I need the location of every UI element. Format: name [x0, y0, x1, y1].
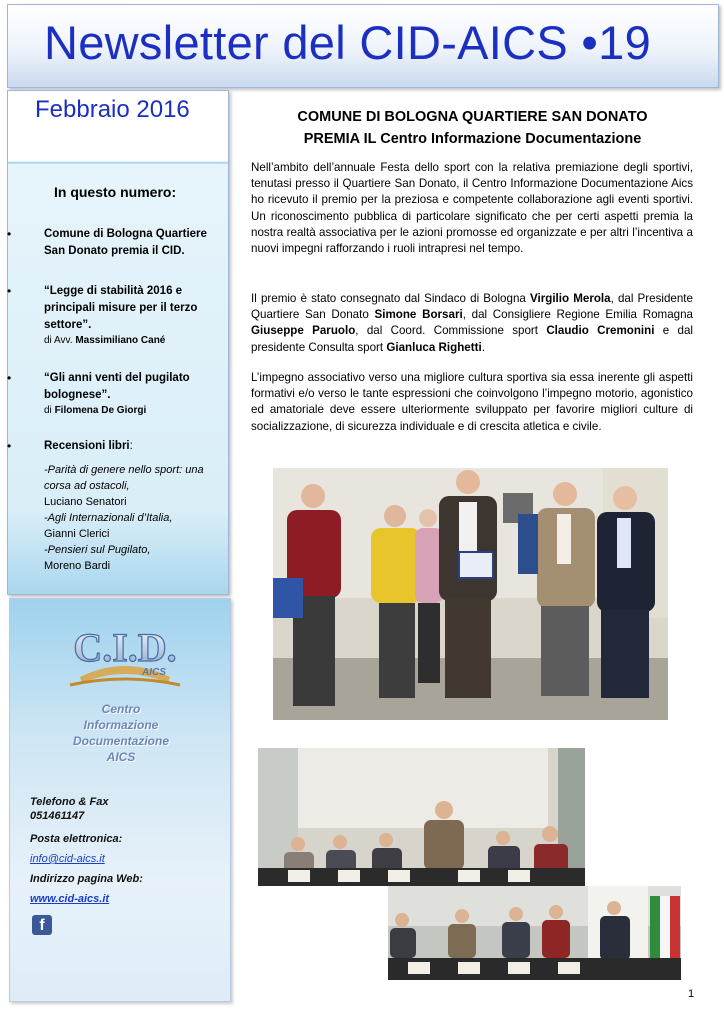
- review-list: [8, 462, 230, 574]
- review-item: -Pensieri sul Pugilato, Moreno Bardi: [44, 544, 151, 572]
- toc-item: • “Gli anni venti del pugilato bolognese”. di Filomena De Giorgi: [8, 370, 230, 418]
- toc-item: • Recensioni libri:: [7, 439, 133, 453]
- website-link[interactable]: www.cid-aics.it: [30, 893, 110, 905]
- toc-item: • Comune di Bologna Quartiere San Donato premia il CID.: [7, 227, 207, 257]
- svg-text:C.I.D.: C.I.D.: [73, 625, 177, 670]
- facebook-icon[interactable]: f: [32, 915, 52, 935]
- article-title: COMUNE DI BOLOGNA QUARTIERE SAN DONATO PREMIA IL Centro Informazione Documentazione: [297, 109, 648, 147]
- svg-text:AICS: AICS: [142, 667, 166, 678]
- article-paragraph: Il premio è stato consegnato dal Sindaco di Bologna Virgilio Merola, dal Presidente Quartiere San Donato Simone Borsari, dal Consigliere Regione Emilia Romagna Giuseppe Paruolo, dal Coord. Commissione sport Claudio Cremonini e dal presidente Consulta sport Gianluca Righetti.: [251, 292, 693, 354]
- toc-author: di Avv. Massimiliano Cané: [44, 335, 166, 346]
- toc-author: di Filomena De Giorgi: [44, 405, 147, 416]
- review-item: -Parità di genere nello sport: una corsa ad ostacoli, Luciano Senatori: [44, 464, 204, 508]
- cid-logo: [50, 615, 200, 695]
- cid-subtitle: Centro Informazione Documentazione AICS: [72, 702, 169, 764]
- issue-date: Febbraio 2016: [35, 96, 190, 123]
- newsletter-header: [7, 4, 719, 88]
- toc-list: [8, 226, 230, 574]
- conference-photo-2: [388, 886, 681, 980]
- contact-info: Telefono & Fax 051461147 Posta elettronica: info@cid-aics.it Indirizzo pagina Web: www.cid-aics.it: [30, 796, 143, 905]
- article-paragraph: Nell’ambito dell’annuale Festa dello sport con la relativa premiazione degli sportivi, tenutasi presso il Quartiere San Donato, il Centro Informazione Documentazione Aics ho ricevuto il premio per la preziosa e competente collaborazione agli eventi sportivi. Un riconoscimento pubblica di particolare significato che per certi aspetti premia la nostra realtà associativa per le azioni promosse ed organizzate e per altri l’incentiva a nuovi impegni rafforzando i ruoli intrapresi nel tempo.: [251, 161, 693, 256]
- award-group-photo: [273, 468, 668, 720]
- review-item: -Agli Internazionali d’Italia, Gianni Clerici: [44, 512, 173, 540]
- cid-contact-box: [9, 598, 231, 1002]
- conference-photo-1: [258, 748, 585, 886]
- email-link[interactable]: info@cid-aics.it: [30, 853, 105, 865]
- newsletter-title: Newsletter del CID-AICS •19: [44, 16, 652, 69]
- article-paragraph: L’impegno associativo verso una migliore cultura sportiva sia essa inerente gli aspetti formativi e/o verso le tante espressioni che coinvolgono l’impegno motorio, agonistico ed amatoriale deve essere ulteriormente sviluppato per favorire migliori culture di socializzazione, di sicurezza individuale e di crescita atletica e civile.: [251, 371, 693, 433]
- toc-heading: In questo numero:: [54, 184, 177, 200]
- toc-item: • “Legge di stabilità 2016 e principali misure per il terzo settore”. di Avv. Massimiliano Cané: [8, 283, 230, 348]
- sidebar-contents: [7, 90, 229, 595]
- page-number: 1: [688, 988, 695, 1000]
